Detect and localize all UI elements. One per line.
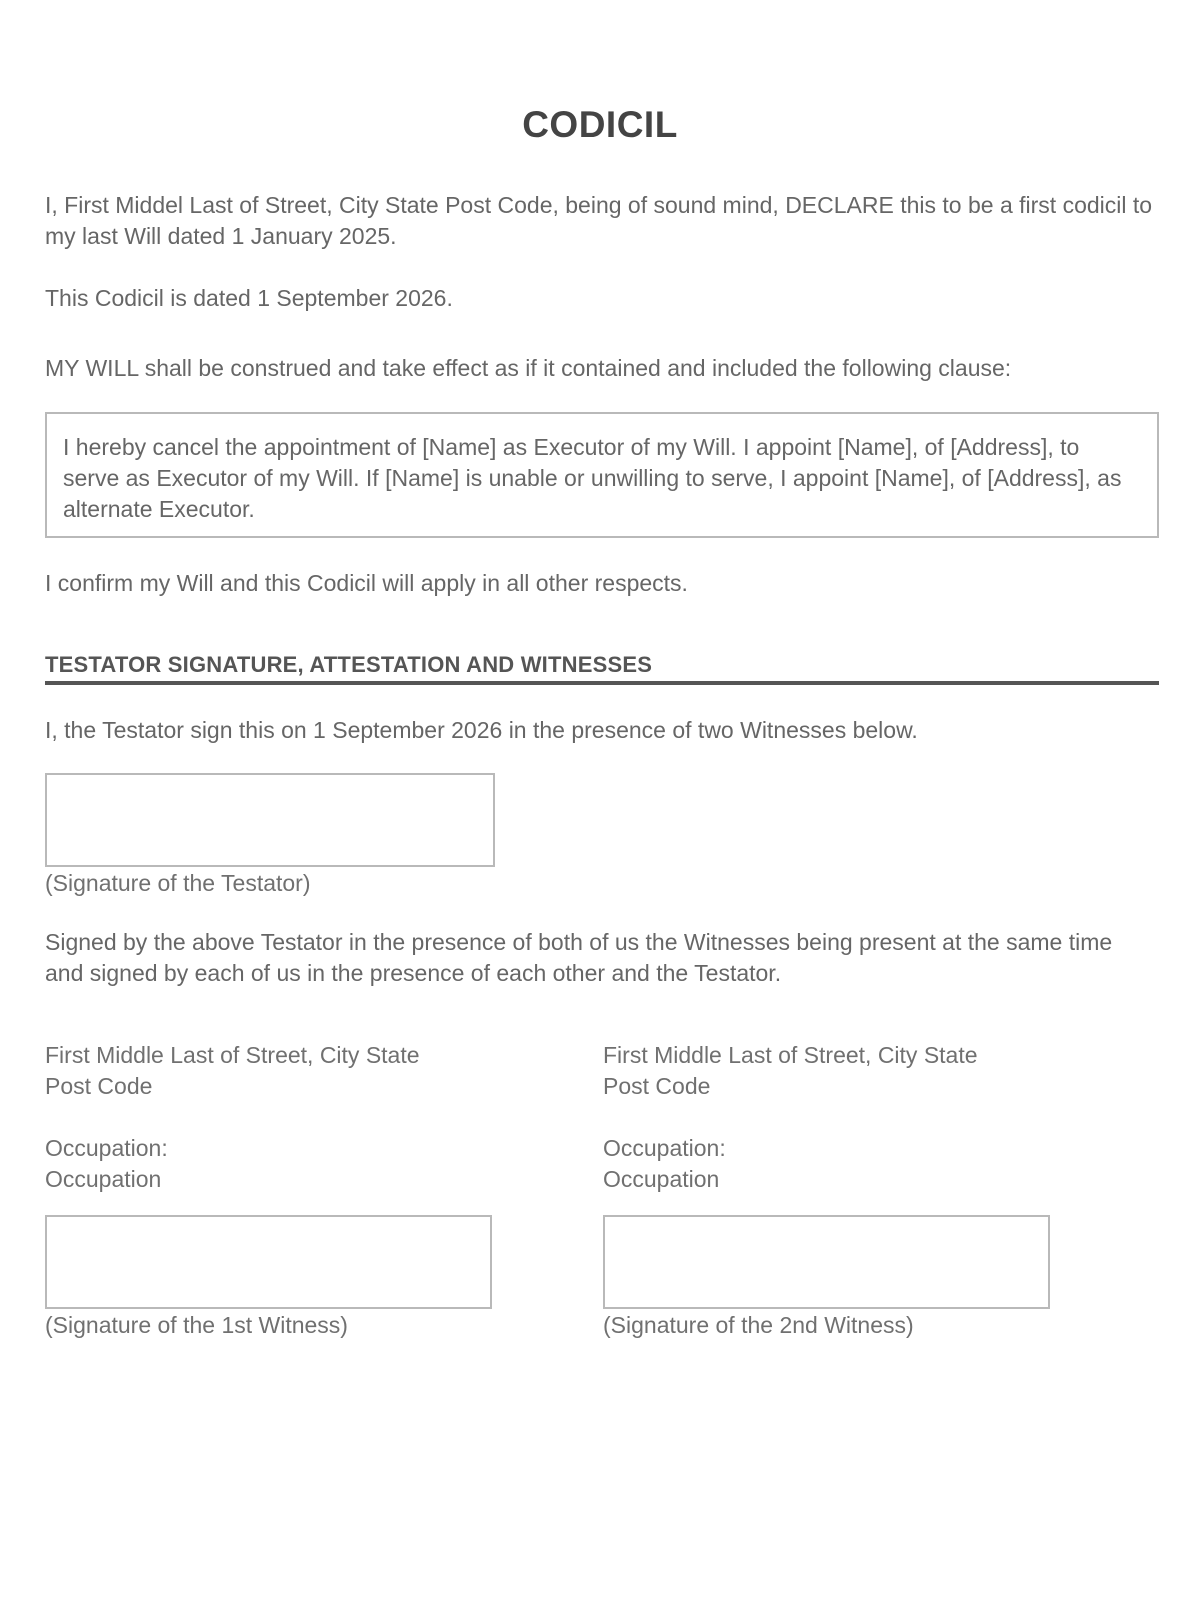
witness-1-signature-field[interactable] — [45, 1215, 492, 1309]
section-divider — [45, 681, 1159, 685]
dated-paragraph: This Codicil is dated 1 September 2026. — [45, 285, 453, 311]
confirm-paragraph: I confirm my Will and this Codicil will apply in all other respects. — [45, 570, 688, 596]
witness-2-occupation-label: Occupation: — [603, 1135, 726, 1161]
document-title: CODICIL — [522, 104, 678, 145]
witness-2-occupation — [603, 1133, 1063, 1195]
witness-1-address-line2: Post Code — [45, 1073, 153, 1099]
declaration-paragraph: I, First Middel Last of Street, City State Post Code, being of sound mind, DECLARE this to be a first codicil to my last Will dated 1 January 2025. — [45, 192, 1153, 249]
witness-1-occupation — [45, 1133, 505, 1195]
witness-1-address-line1: First Middle Last of Street, City State — [45, 1042, 420, 1068]
witness-2-occupation-value: Occupation — [603, 1166, 720, 1192]
attestation-paragraph: Signed by the above Testator in the presence of both of us the Witnesses being present at the same time and signed by each of us in the presence of each other and the Testator. — [45, 929, 1113, 986]
witness-2-address-line2: Post Code — [603, 1073, 711, 1099]
construed-paragraph: MY WILL shall be construed and take effect as if it contained and included the following clause: — [45, 355, 1012, 381]
witness-2-signature-caption: (Signature of the 2nd Witness) — [603, 1312, 914, 1338]
witness-1-address — [45, 1040, 505, 1102]
testator-signature-caption: (Signature of the Testator) — [45, 870, 311, 896]
clause-box: I hereby cancel the appointment of [Name] as Executor of my Will. I appoint [Name], of [Address], to serve as Executor of my Will. If [Name] is unable or unwilling to serve, I appoint [Name], of [Address], as alternate Executor. — [45, 412, 1159, 538]
witness-1-occupation-value: Occupation — [45, 1166, 162, 1192]
witness-1-occupation-label: Occupation: — [45, 1135, 168, 1161]
witness-2-signature-field[interactable] — [603, 1215, 1050, 1309]
testator-statement: I, the Testator sign this on 1 September 2026 in the presence of two Witnesses below. — [45, 717, 918, 743]
witness-2-address — [603, 1040, 1063, 1102]
section-heading: TESTATOR SIGNATURE, ATTESTATION AND WITNESSES — [45, 652, 653, 677]
witness-1-signature-caption: (Signature of the 1st Witness) — [45, 1312, 348, 1338]
testator-signature-field[interactable] — [45, 773, 495, 867]
witness-2-address-line1: First Middle Last of Street, City State — [603, 1042, 978, 1068]
